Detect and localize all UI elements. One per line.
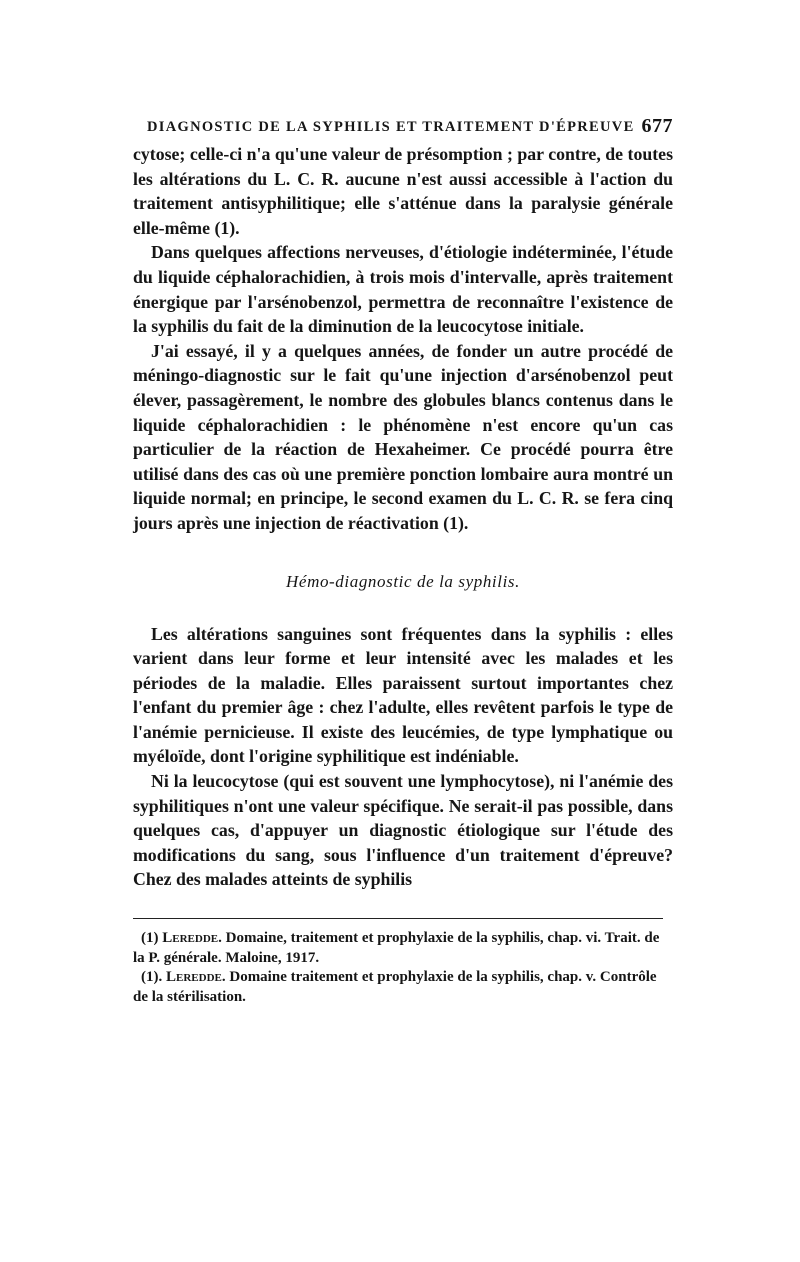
book-page <box>133 110 673 1007</box>
paragraph: Dans quelques affections nerveuses, d'étiologie indéterminée, l'étude du liquide céphalorachidien, à trois mois d'intervalle, après traitement énergique par l'arsénobenzol, permettra de reconnaître l'existence de la syphilis du fait de la diminution de la leucocytose initiale. <box>133 242 673 337</box>
paragraph-continuation: cytose; celle-ci n'a qu'une valeur de présomption ; par contre, de toutes les altérations du L. C. R. aucune n'est aussi accessible à l'action du traitement antisyphilitique; elle s'atténue dans la paralysie générale elle-même (1). <box>133 144 673 238</box>
footnote-text: . Domaine traitement et prophylaxie de la syphilis, chap. v. Contrôle de la stérilisation. <box>133 969 657 1005</box>
section-heading-text: Hémo-diagnostic de la syphilis. <box>286 571 520 591</box>
footnote-marker: (1) <box>141 930 159 947</box>
footnote-marker: (1). <box>141 969 163 986</box>
main-text <box>133 142 673 892</box>
footnote <box>133 929 673 968</box>
running-title: DIAGNOSTIC DE LA SYPHILIS ET TRAITEMENT D'ÉPREUVE <box>147 119 635 135</box>
running-head <box>133 110 673 142</box>
footnote-author: Leredde <box>162 930 219 947</box>
footnotes <box>133 929 673 1007</box>
paragraph: J'ai essayé, il y a quelques années, de fonder un autre procédé de méningo-diagnostic sur le fait qu'une injection d'arsénobenzol peut élever, passagèrement, le nombre des globules blancs contenus dans le liquide céphalorachidien : le phénomène n'est encore qu'un cas particulier de la réaction de Hexaheimer. Ce procédé pourra être utilisé dans des cas où une première ponction lombaire aura montré un liquide normal; en principe, le second examen du L. C. R. se fera cinq jours après une injection de réactivation (1). <box>133 340 673 533</box>
footnote-author: Leredde <box>166 969 222 986</box>
footnote-text: . Domaine, traitement et prophylaxie de la syphilis, chap. vi. Trait. de la P. générale. Maloine, 1917. <box>133 930 660 966</box>
page-number: 677 <box>641 115 673 137</box>
paragraph: Ni la leucocytose (qui est souvent une lymphocytose), ni l'anémie des syphilitiques n'ont une valeur spécifique. Ne serait-il pas possible, dans quelques cas, d'appuyer un diagnostic étiologique sur l'étude des modifications du sang, sous l'influence d'un traitement d'épreuve? Chez des malades atteints de syphilis <box>133 771 673 890</box>
footnote <box>133 968 673 1007</box>
footnote-divider <box>133 918 663 919</box>
section-heading <box>133 572 673 592</box>
paragraph: Les altérations sanguines sont fréquentes dans la syphilis : elles varient dans leur forme et leur intensité avec les malades et les périodes de la maladie. Elles paraissent surtout importantes chez l'enfant du premier âge : chez l'adulte, elles revêtent parfois le type de l'anémie pernicieuse. Il existe des leucémies, de type lymphatique ou myéloïde, dont l'origine syphilitique est indéniable. <box>133 623 673 767</box>
